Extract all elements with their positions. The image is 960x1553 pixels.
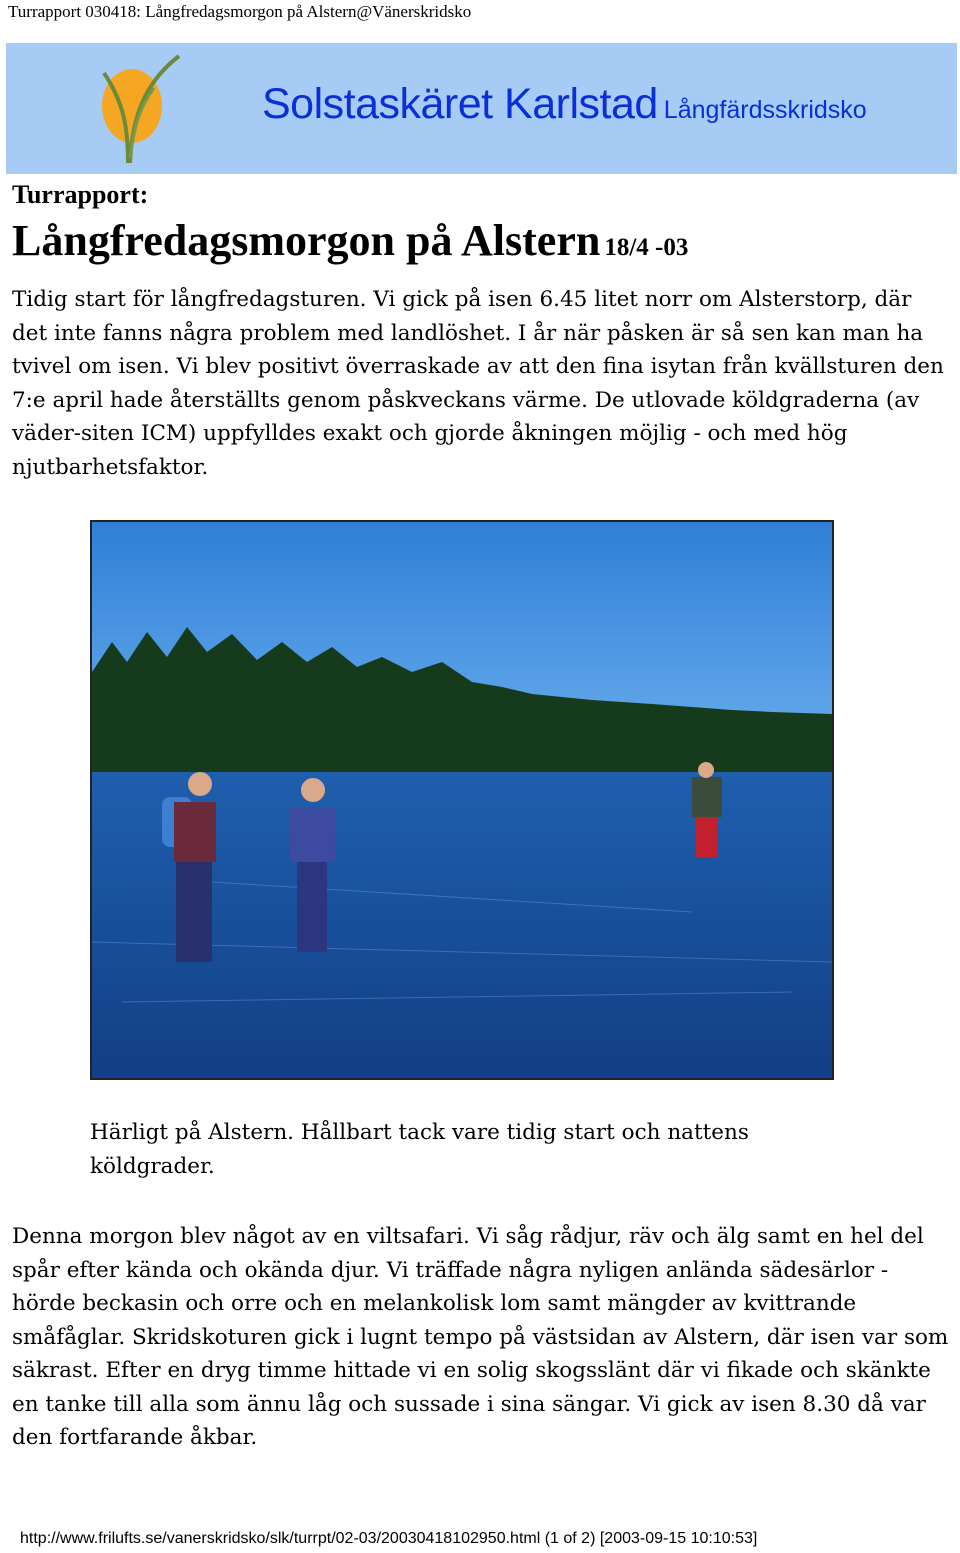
site-name: Solstaskäret Karlstad [262,80,658,128]
print-footer-url: http://www.frilufts.se/vanerskridsko/slk/turrpt/02-03/20030418102950.html (1 of 2) [2003-09-15 10:10:53] [20,1530,758,1547]
print-header: Turrapport 030418: Långfredagsmorgon på Alstern@Vänerskridsko [8,2,472,21]
article-kicker: Turrapport: [12,180,149,209]
site-subtitle: Långfärdsskridsko [663,96,867,124]
reed-sun-logo-icon [84,48,194,163]
article-title [12,215,688,266]
skating-photo [90,520,834,1080]
site-title [262,80,867,129]
article-intro: Tidig start för långfredagsturen. Vi gick på isen 6.45 litet norr om Alsterstorp, där det inte fanns några problem med landlöshet. I år när påsken är så sen kan man ha tvivel om isen. Vi blev positivt överraskade av att den fina isytan från kvällsturen den 7:e april hade återställts genom påskveckans värme. De utlovade köldgraderna (av väder-siten ICM) uppfylldes exakt och gjorde åkningen möjlig - och med hög njutbarhetsfaktor. [12,287,944,480]
article-body: Denna morgon blev något av en viltsafari. Vi såg rådjur, räv och älg samt en hel del spår efter kända och okända djur. Vi träffade några nyligen anlända sädesärlor - hörde beckasin och orre och en melankolisk lom samt mängder av kvittrande småfåglar. Skridskoturen gick i lugnt tempo på västsidan av Alstern, där isen var som säkrast. Efter en dryg timme hittade vi en solig skogsslänt där vi fikade och skänkte en tanke till alla som ännu låg och sussade i sina sängar. Vi gick av isen 8.30 då var den fortfarande åkbar. [12,1224,949,1450]
photo-illustration [92,522,832,1078]
article-title-text: Långfredagsmorgon på Alstern [12,216,601,265]
photo-caption: Härligt på Alstern. Hållbart tack vare tidig start och nattens köldgrader. [90,1120,749,1179]
article-date: 18/4 -03 [604,234,689,261]
